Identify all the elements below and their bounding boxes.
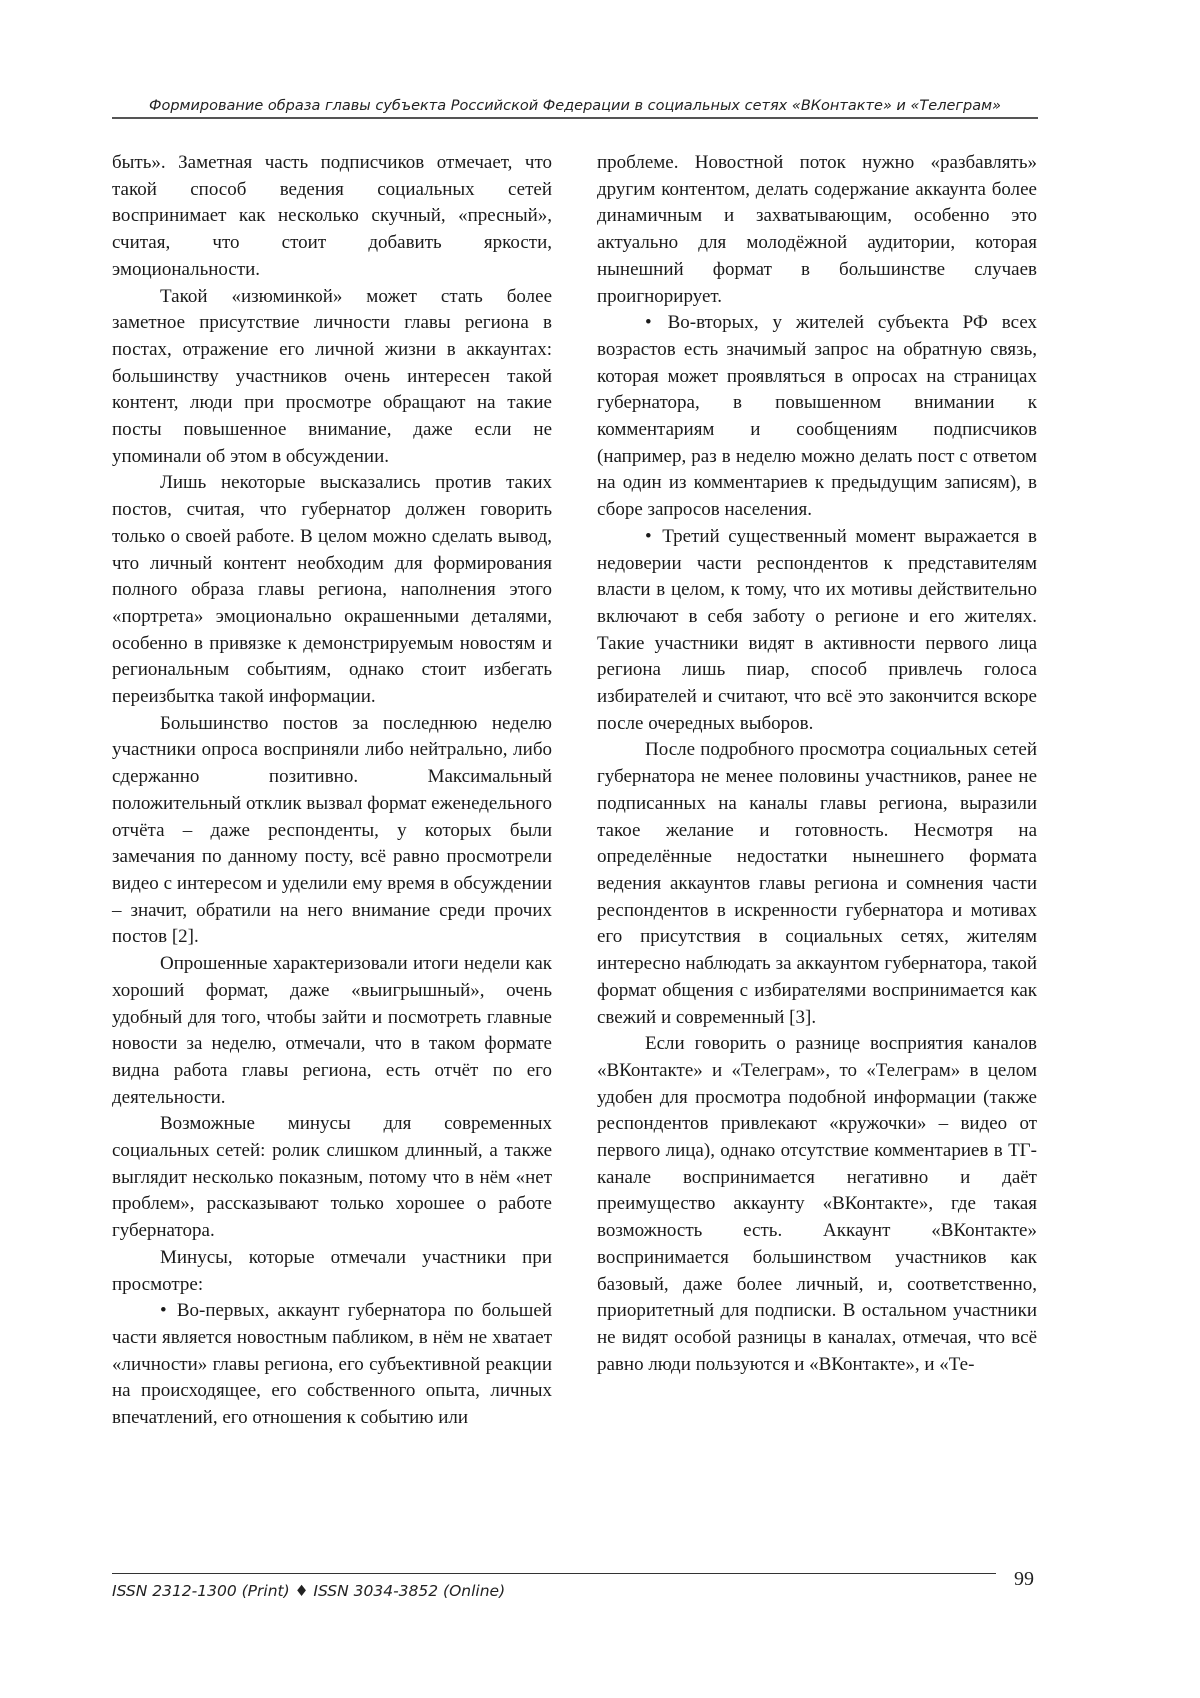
paragraph: Возможные минусы для современных социальных сетей: ролик слишком длинный, а также выглядит несколько показным, потому что в нём «нет проблем», рассказывают только хорошее о работе губернатора. bbox=[112, 1113, 552, 1242]
bullet-icon: • bbox=[160, 1300, 167, 1322]
paragraph: Лишь некоторые высказались против таких постов, считая, что губернатор должен говорить только о своей работе. В целом можно сделать вывод, что личный контент необходим для формирования полного образа главы региона, наполнения этого «портрета» эмоционально окрашенными деталями, особенно в привязке к демонстрируемым новостям и региональным событиям, однако стоит избегать переизбытка такой информации. bbox=[112, 472, 552, 708]
bullet-text: Во-вторых, у жителей субъекта РФ всех возрастов есть значимый запрос на обратную связь, которая может проявляться в опросах на страницах губернатора, в повышенном внимании к комментариям и сообщениям подписчиков (например, раз в неделю можно делать пост с ответом на один из комментариев к предыдущим записям), в сборе запросов населения. bbox=[597, 312, 1038, 521]
bullet-icon: • bbox=[645, 312, 652, 334]
bullet-paragraph bbox=[112, 1298, 552, 1432]
bullet-text: Во-первых, аккаунт губернатора по большей части является новостным пабликом, в нём не хватает «личности» главы региона, его субъективной реакции на происходящее, его собственного опыта, личных впечатлений, его отношения к событию или bbox=[112, 1300, 552, 1429]
bullet-paragraph bbox=[597, 310, 1037, 524]
paragraph: Большинство постов за последнюю неделю участники опроса восприняли либо нейтрально, либо сдержанно позитивно. Максимальный положительный отклик вызвал формат еженедельного отчёта – даже респонденты, у которых были замечания по данному посту, всё равно просмотрели видео с интересом и уделили ему время в обсуждении – значит, обратили на него внимание среди прочих постов [2]. bbox=[112, 712, 552, 948]
bullet-icon: • bbox=[645, 525, 652, 547]
paragraph: Такой «изюминкой» может стать более заметное присутствие личности главы региона в постах, отражение его личной жизни в аккаунтах: большинству участников очень интересен такой контент, люди при просмотре обращают на такие посты повышенное внимание, даже если не упоминали об этом в обсуждении. bbox=[112, 285, 552, 467]
bullet-text: Третий существенный момент выражается в недоверии части респондентов к представителям власти в целом, к тому, что их мотивы действительно включают в себя заботу о регионе и его жителях. Такие участники видят в активности первого лица региона лишь пиар, способ привлечь голоса избирателей и считают, что всё это закончится вскоре после очередных выборов. bbox=[597, 525, 1038, 734]
left-column bbox=[112, 150, 552, 1432]
paragraph: Опрошенные характеризовали итоги недели как хороший формат, даже «выигрышный», очень удобный для того, чтобы зайти и посмотреть главные новости за неделю, отмечали, что в таком формате видна работа главы региона, есть отчёт по его деятельности. bbox=[112, 953, 552, 1108]
paragraph: проблеме. Новостной поток нужно «разбавлять» другим контентом, делать содержание аккаунта более динамичным и захватывающим, особенно это актуально для молодёжной аудитории, которая нынешний формат в большинстве случаев проигнорирует. bbox=[597, 152, 1037, 307]
paragraph: быть». Заметная часть подписчиков отмечает, что такой способ ведения социальных сетей воспринимает как несколько скучный, «пресный», считая, что стоит добавить яркости, эмоциональности. bbox=[112, 152, 552, 280]
paragraph: Минусы, которые отмечали участники при просмотре: bbox=[112, 1246, 552, 1295]
bullet-paragraph bbox=[597, 524, 1037, 738]
paragraph: Если говорить о разнице восприятия каналов «ВКонтакте» и «Телеграм», то «Телеграм» в целом удобен для просмотра подобной информации (также респондентов привлекают «кружочки» – видео от первого лица), однако отсутствие комментариев в ТГ-канале воспринимается негативно и даёт преимущество аккаунту «ВКонтакте», где такая возможность есть. Аккаунт «ВКонтакте» воспринимается большинством участников как базовый, даже более личный, и, соответственно, приоритетный для подписки. В остальном участники не видят особой разницы в каналах, отмечая, что всё равно люди пользуются и «ВКонтакте», и «Те- bbox=[597, 1033, 1037, 1375]
page-number: 99 bbox=[1014, 1568, 1034, 1590]
issn-footer: ISSN 2312-1300 (Print) ♦ ISSN 3034-3852 (Online) bbox=[112, 1582, 506, 1600]
right-column bbox=[597, 150, 1037, 1378]
paragraph: После подробного просмотра социальных сетей губернатора не менее половины участников, ранее не подписанных на каналы главы региона, выразили такое желание и готовность. Несмотря на определённые недостатки нынешнего формата ведения аккаунтов главы региона и сомнения части респондентов в искренности губернатора и мотивах его присутствия в социальных сетях, жителям интересно наблюдать за аккаунтом губернатора, такой формат общения с избирателями воспринимается как свежий и современный [3]. bbox=[597, 739, 1037, 1028]
footer-rule bbox=[112, 1573, 996, 1574]
running-header: Формирование образа главы субъекта Российской Федерации в социальных сетях «ВКонтакте» и «Телеграм» bbox=[112, 98, 1038, 119]
